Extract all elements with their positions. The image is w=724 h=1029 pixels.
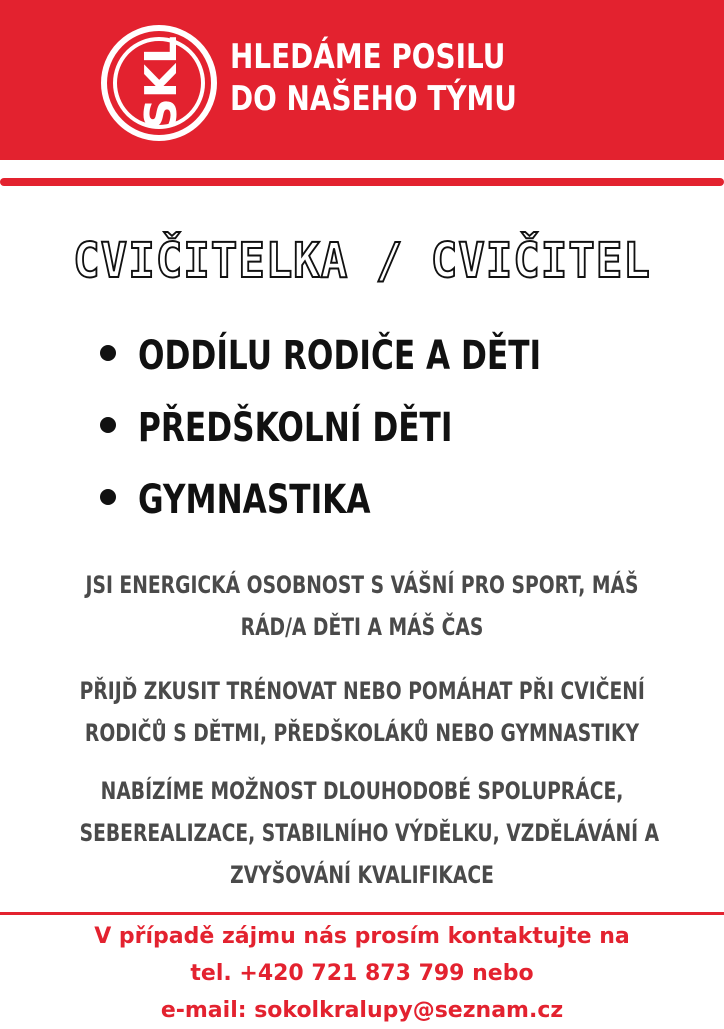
contact-block: [0, 918, 724, 1029]
paragraph-requirements: [0, 564, 724, 648]
role-label: GYMNASTIKA: [138, 477, 371, 523]
contact-intro: V případě zájmu nás prosím kontaktujte na: [94, 924, 630, 949]
paragraph-line: SEBEREALIZACE, STABILNÍHO VÝDĚLKU, VZDĚLÁVÁNÍ A: [79, 819, 660, 847]
role-label: PŘEDŠKOLNÍ DĚTI: [138, 405, 453, 451]
role-item: [100, 462, 655, 534]
paragraph-line: NABÍZÍME MOŽNOST DLOUHODOBÉ SPOLUPRÁCE,: [100, 777, 624, 805]
role-list: [100, 318, 655, 534]
header-line-2: DO NAŠEHO TÝMU: [230, 79, 517, 119]
role-label: ODDÍLU RODIČE A DĚTI: [138, 333, 542, 379]
paragraph-line: PŘIJĎ ZKUSIT TRÉNOVAT NEBO POMÁHAT PŘI CVIČENÍ: [79, 677, 645, 705]
role-item: [100, 318, 655, 390]
header-title: [230, 36, 517, 120]
paragraph-offer: [0, 770, 724, 896]
role-item: [100, 390, 655, 462]
bottom-divider: [0, 912, 724, 915]
bullet-icon: [100, 489, 116, 505]
contact-email[interactable]: e-mail: sokolkralupy@seznam.cz: [160, 998, 564, 1023]
logo-letters: SKL: [136, 36, 187, 130]
contact-phone[interactable]: tel. +420 721 873 799 nebo: [190, 961, 534, 986]
job-title: CVIČITELKA / CVIČITEL: [73, 233, 651, 289]
header-line-1: HLEDÁME POSILU: [230, 37, 506, 77]
paragraph-invitation: [0, 670, 724, 754]
bullet-icon: [100, 417, 116, 433]
bullet-icon: [100, 345, 116, 361]
paragraph-line: RODIČŮ S DĚTMI, PŘEDŠKOLÁKŮ NEBO GYMNASTIKY: [84, 719, 640, 747]
header-banner: [0, 0, 724, 160]
paragraph-line: JSI ENERGICKÁ OSOBNOST S VÁŠNÍ PRO SPORT, MÁŠ: [85, 571, 639, 599]
sokol-logo-icon: [100, 24, 218, 142]
top-divider: [0, 178, 724, 186]
paragraph-line: ZVYŠOVÁNÍ KVALIFIKACE: [230, 861, 494, 889]
paragraph-line: RÁD/A DĚTI A MÁŠ ČAS: [240, 613, 484, 641]
